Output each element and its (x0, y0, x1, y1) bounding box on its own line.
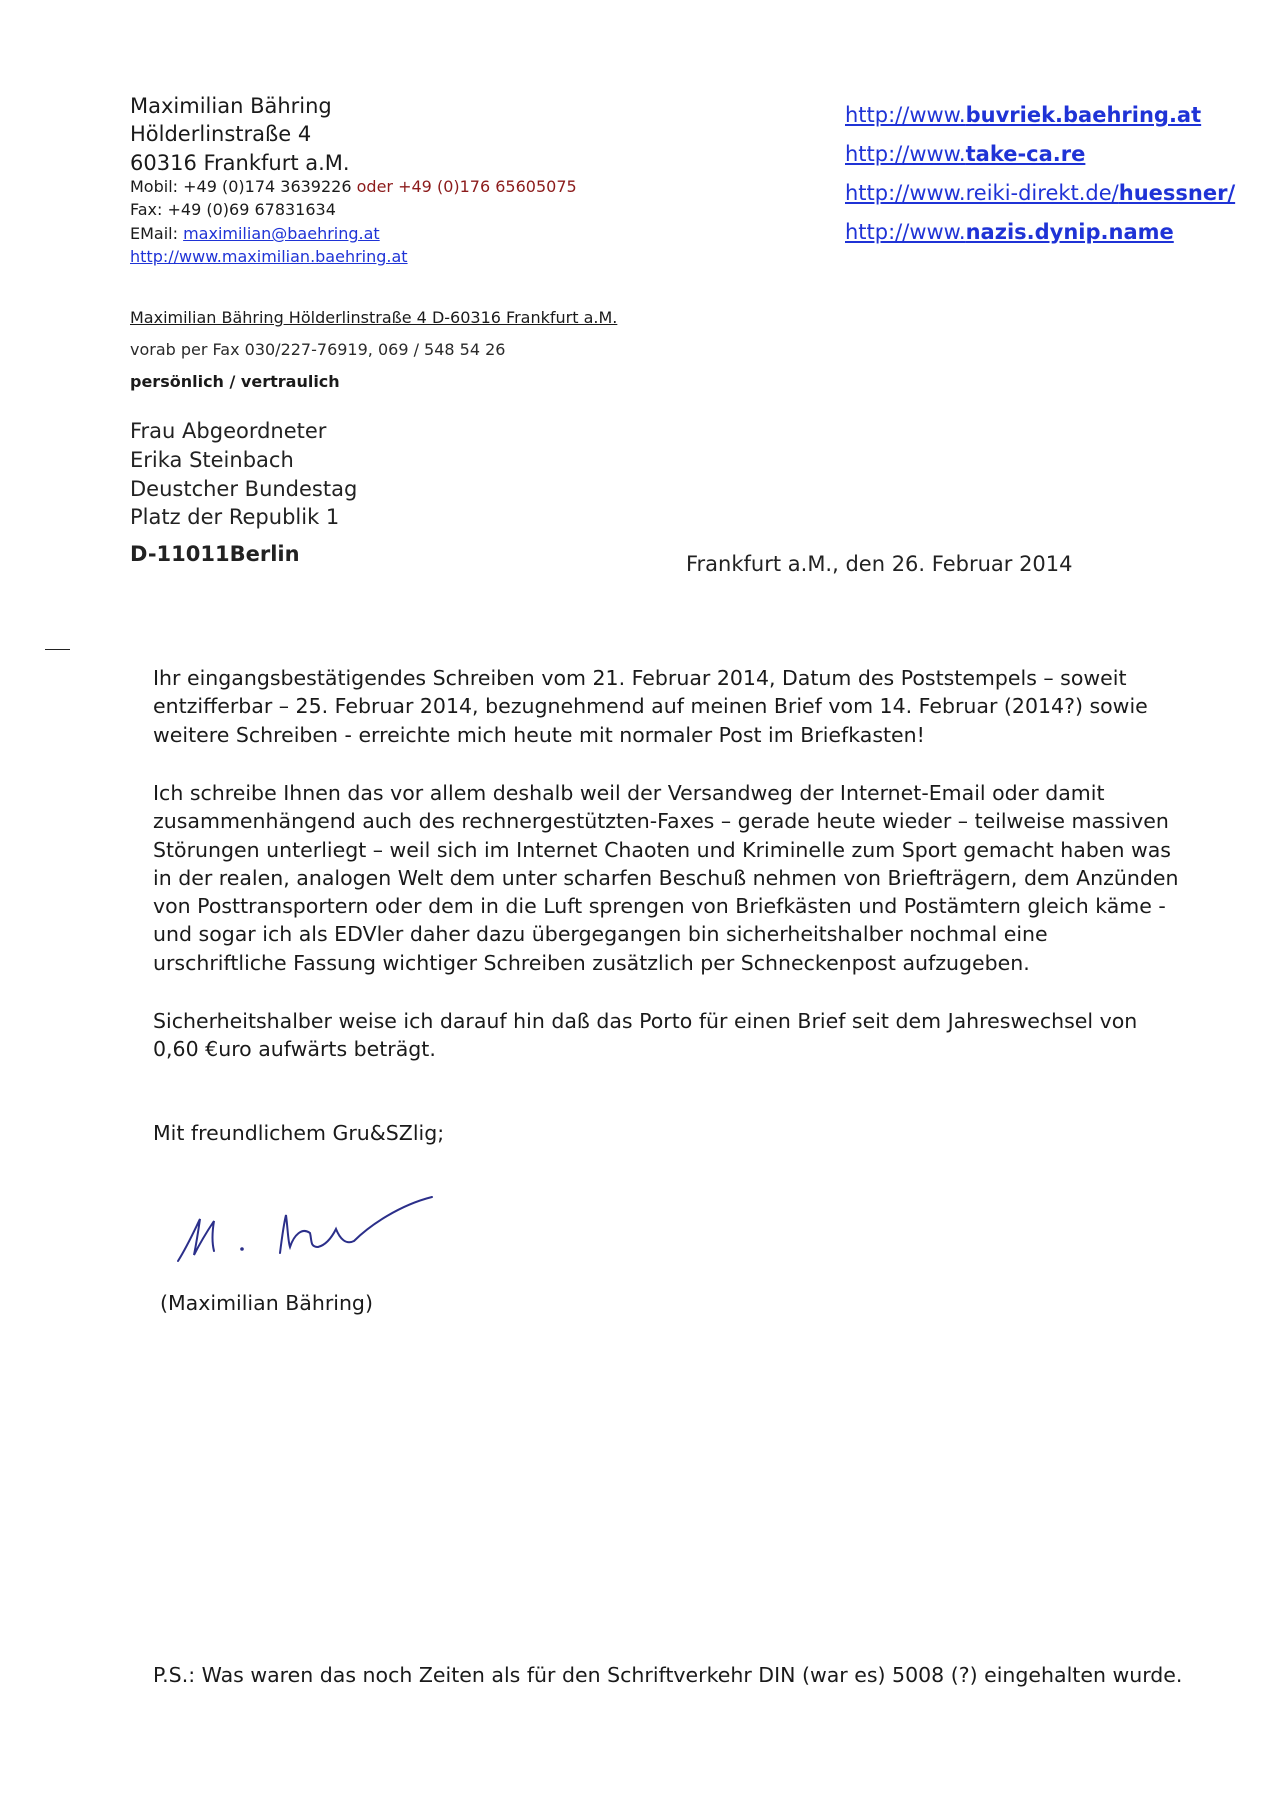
mobile-number-2: +49 (0)176 65605075 (398, 177, 577, 196)
body-paragraph: Ihr eingangsbestätigendes Schreiben vom 21. Februar 2014, Datum des Poststempels – soweit entzifferbar – 25. Februar 2014, bezugnehmend auf meinen Brief vom 14. Februar (2014?) sowie weitere Schreiben - erreichte mich heute mit normaler Post im Briefkasten! (153, 666, 1148, 747)
email-label: EMail: (130, 224, 178, 243)
link-reiki[interactable] (845, 181, 1235, 205)
website-link[interactable]: http://www.maximilian.baehring.at (130, 247, 408, 266)
body-paragraph: Ich schreibe Ihnen das vor allem deshalb weil der Versandweg der Internet-Email oder damit zusammenhängend auch des rechnergestützten-Faxes – gerade heute wieder – teilweise massiven Störungen unterliegt – weil sich im Internet Chaoten und Kriminelle zum Sport gemacht haben was in der realen, analogen Welt dem unter scharfen Beschuß nehmen von Briefträgern, dem Anzünden von Posttransportern oder dem in die Luft sprengen von Briefkästen und Postämtern gleich käme - und sogar ich als EDVler daher dazu übergegangen bin sicherheitshalber nochmal eine urschriftliche Fassung wichtiger Schreiben zusätzlich per Schneckenpost aufzugeben. (153, 781, 1179, 975)
fax-line (130, 200, 336, 219)
link-nazis[interactable] (845, 220, 1174, 244)
sender-city: 60316 Frankfurt a.M. (130, 151, 350, 175)
email-line (130, 224, 380, 243)
signature (170, 1175, 440, 1275)
recipient-line: Platz der Republik 1 (130, 505, 340, 529)
return-address: Maximilian Bähring Hölderlinstraße 4 D-60316 Frankfurt a.M. (130, 308, 618, 327)
recipient-line: Erika Steinbach (130, 448, 294, 472)
email-link[interactable]: maximilian@baehring.at (183, 224, 380, 243)
fax-label: Fax: (130, 200, 163, 219)
link-domain: take-ca.re (965, 142, 1086, 166)
recipient-city: D-11011Berlin (130, 542, 300, 566)
mobile-line (130, 177, 577, 196)
link-buvriek[interactable] (845, 103, 1201, 127)
sender-name: Maximilian Bähring (130, 94, 332, 118)
link-domain: nazis.dynip.name (965, 220, 1174, 244)
recipient-line: Deustcher Bundestag (130, 477, 358, 501)
link-prefix: http://www. (845, 103, 966, 127)
body-paragraph: Sicherheitshalber weise ich darauf hin daß das Porto für einen Brief seit dem Jahreswechsel von 0,60 €uro aufwärts beträgt. (153, 1009, 1138, 1062)
link-take-care[interactable] (845, 142, 1085, 166)
link-prefix: http://www.reiki-direkt.de/ (845, 181, 1119, 205)
link-prefix: http://www. (845, 142, 966, 166)
website-line (130, 247, 408, 266)
fax-note: vorab per Fax 030/227-76919, 069 / 548 54 26 (130, 340, 506, 359)
closing: Mit freundlichem Gru&SZlig; (153, 1121, 445, 1145)
sender-street: Hölderlinstraße 4 (130, 122, 312, 146)
signer-name: (Maximilian Bähring) (160, 1291, 373, 1315)
fax-number: +49 (0)69 67831634 (167, 200, 336, 219)
date-line: Frankfurt a.M., den 26. Februar 2014 (686, 552, 1073, 576)
fold-mark (45, 649, 70, 650)
link-prefix: http://www. (845, 220, 966, 244)
link-domain: huessner/ (1118, 181, 1236, 205)
confidential-note: persönlich / vertraulich (130, 372, 340, 391)
recipient-line: Frau Abgeordneter (130, 419, 327, 443)
mobile-label: Mobil: (130, 177, 179, 196)
mobile-or: oder (356, 177, 393, 196)
mobile-number-1: +49 (0)174 3639226 (183, 177, 352, 196)
link-domain: buvriek.baehring.at (965, 103, 1202, 127)
postscript: P.S.: Was waren das noch Zeiten als für den Schriftverkehr DIN (war es) 5008 (?) eingehalten wurde. (153, 1663, 1183, 1687)
